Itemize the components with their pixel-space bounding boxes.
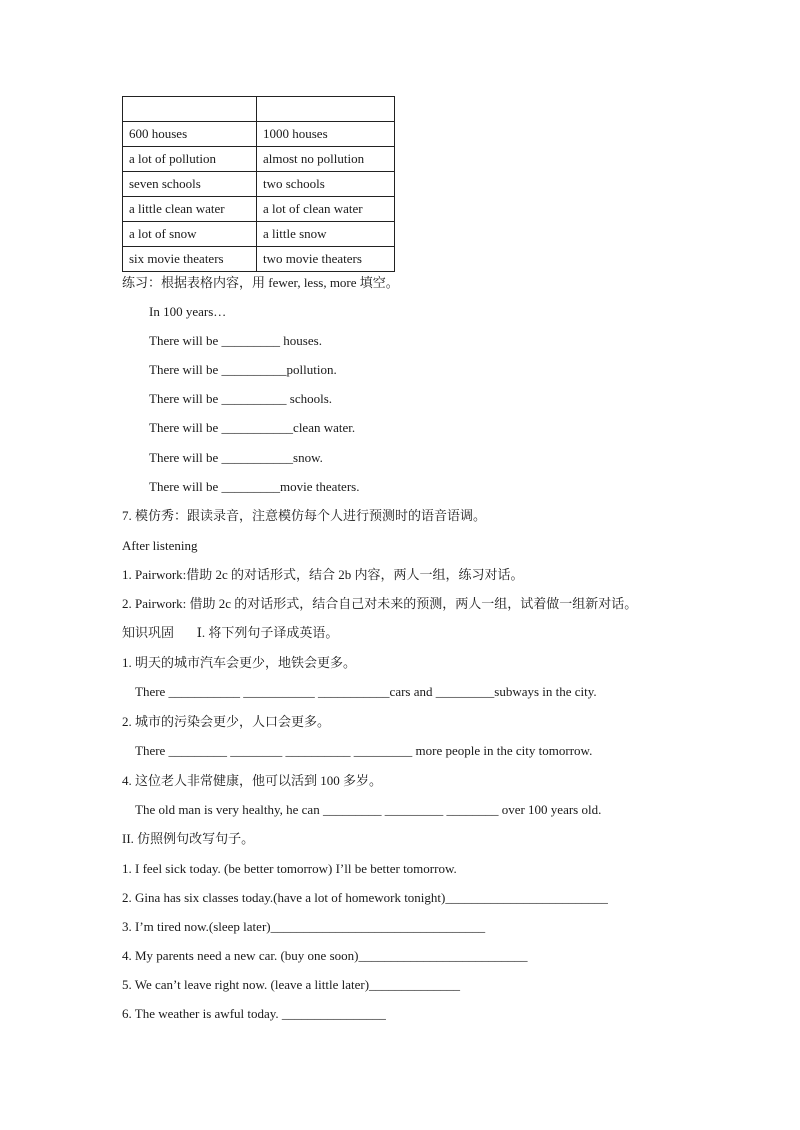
- translate-4-prompt: 4. 这位老人非常健康，他可以活到 100 多岁。: [122, 773, 383, 788]
- translate-2-answer: There _________ ________ __________ _________ more people in the city tomorrow.: [135, 743, 593, 758]
- practice-title: 练习：根据表格内容，用 fewer, less, more 填空。: [122, 275, 399, 290]
- rewrite-2: 2. Gina has six classes today.(have a lot of homework tonight)_________________________: [122, 890, 608, 905]
- table-cell: a lot of snow: [123, 222, 257, 247]
- table-cell: 600 houses: [123, 122, 257, 147]
- practice-intro: In 100 years…: [149, 304, 227, 319]
- practice-line-6: There will be _________movie theaters.: [149, 479, 360, 494]
- table-cell: a lot of clean water: [257, 197, 395, 222]
- table-header-cell: [123, 97, 257, 122]
- section-2-heading: II. 仿照例句改写句子。: [122, 831, 255, 846]
- practice-line-2: There will be __________pollution.: [149, 362, 337, 377]
- consolidation-heading: 知识巩固 Ⅰ. 将下列句子译成英语。: [122, 625, 339, 640]
- table-row: [123, 247, 395, 272]
- table-row: [123, 147, 395, 172]
- table-cell: two schools: [257, 172, 395, 197]
- table-header-cell: [257, 97, 395, 122]
- rewrite-3: 3. I’m tired now.(sleep later)_________________________________: [122, 919, 486, 934]
- rewrite-1: 1. I feel sick today. (be better tomorrow) I’ll be better tomorrow.: [122, 861, 457, 876]
- table-cell: two movie theaters: [257, 247, 395, 272]
- practice-line-5: There will be ___________snow.: [149, 450, 323, 465]
- rewrite-6: 6. The weather is awful today. ________________: [122, 1006, 386, 1021]
- table-cell: a lot of pollution: [123, 147, 257, 172]
- section-7-heading: 7. 模仿秀：跟读录音，注意模仿每个人进行预测时的语音语调。: [122, 508, 487, 523]
- table-row: [123, 122, 395, 147]
- table-cell: almost no pollution: [257, 147, 395, 172]
- translate-1-answer: There ___________ ___________ ___________cars and _________subways in the city.: [135, 684, 597, 699]
- table-cell: 1000 houses: [257, 122, 395, 147]
- translate-2-prompt: 2. 城市的污染会更少，人口会更多。: [122, 714, 331, 729]
- table-cell: seven schools: [123, 172, 257, 197]
- rewrite-5: 5. We can’t leave right now. (leave a little later)______________: [122, 977, 461, 992]
- table-row: [123, 222, 395, 247]
- translate-4-answer: The old man is very healthy, he can _________ _________ ________ over 100 years old.: [135, 802, 602, 817]
- comparison-table: [122, 96, 395, 272]
- table-cell: a little clean water: [123, 197, 257, 222]
- after-listening-heading: After listening: [122, 538, 198, 553]
- table-header-row: [123, 97, 395, 122]
- practice-line-1: There will be _________ houses.: [149, 333, 322, 348]
- table-cell: a little snow: [257, 222, 395, 247]
- pairwork-1: 1. Pairwork:借助 2c 的对话形式，结合 2b 内容，两人一组，练习对话。: [122, 567, 524, 582]
- table-row: [123, 197, 395, 222]
- practice-line-4: There will be ___________clean water.: [149, 420, 356, 435]
- pairwork-2: 2. Pairwork: 借助 2c 的对话形式，结合自己对未来的预测，两人一组，试着做一组新对话。: [122, 596, 638, 611]
- table-cell: six movie theaters: [123, 247, 257, 272]
- practice-line-3: There will be __________ schools.: [149, 391, 333, 406]
- rewrite-4: 4. My parents need a new car. (buy one soon)__________________________: [122, 948, 528, 963]
- translate-1-prompt: 1. 明天的城市汽车会更少，地铁会更多。: [122, 655, 357, 670]
- table-row: [123, 172, 395, 197]
